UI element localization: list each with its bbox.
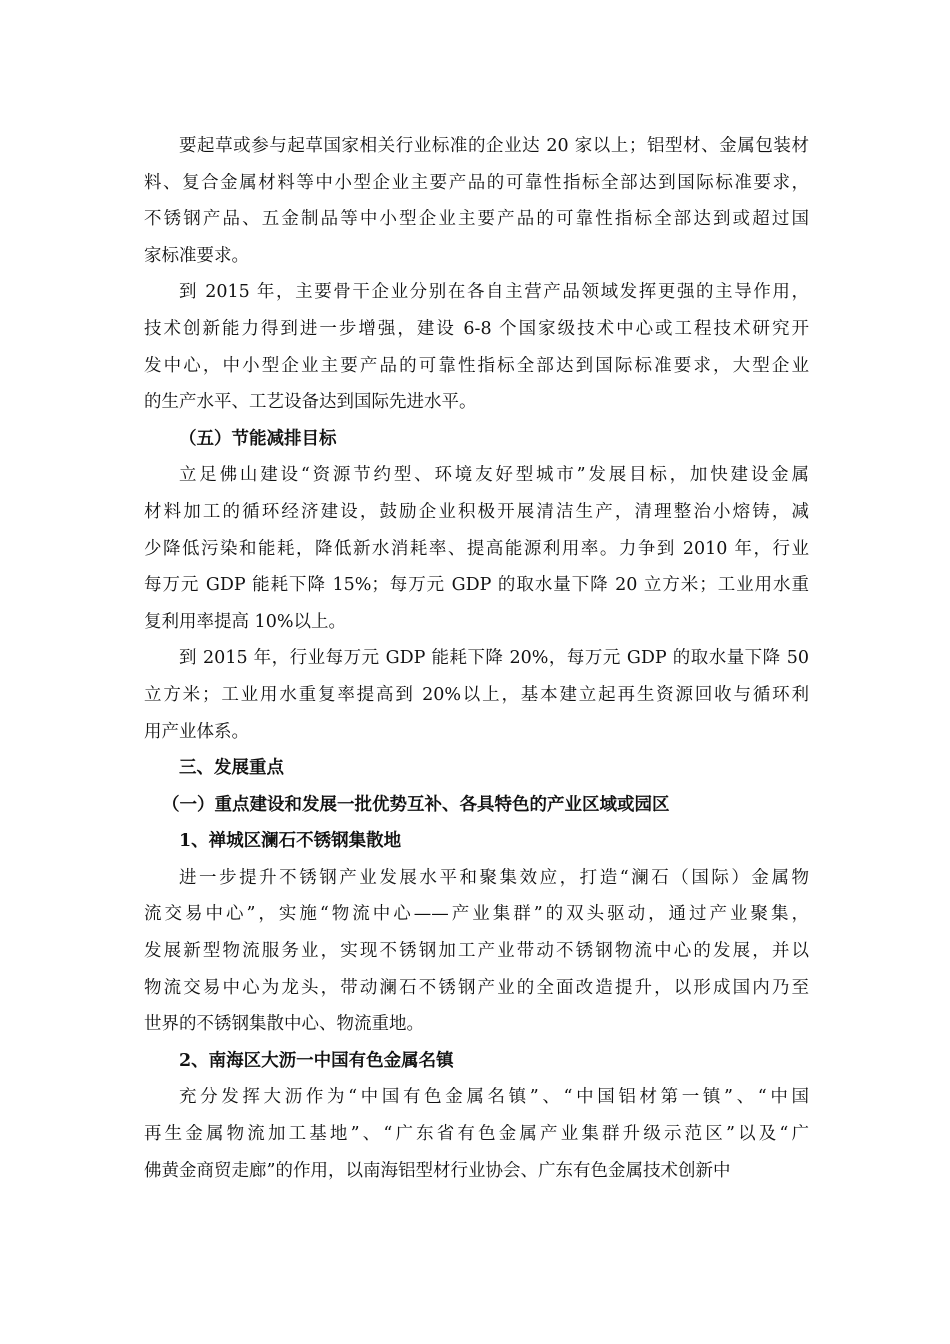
paragraph-line: 到 2015 年，主要骨干企业分别在各自主营产品领域发挥更强的主导作用，	[179, 282, 809, 303]
section-heading: 三、发展重点	[179, 758, 284, 779]
body-paragraph	[144, 128, 809, 274]
paragraph-line: 立方米；工业用水重复率提高到 20%以上，基本建立起再生资源回收与循环利	[144, 684, 809, 705]
paragraph-line: 立足佛山建设“资源节约型、环境友好型城市”发展目标，加快建设金属	[179, 465, 809, 486]
body-paragraph	[144, 457, 809, 640]
paragraph-line: 再生金属物流加工基地”、“广东省有色金属产业集群升级示范区”以及“广	[144, 1124, 809, 1145]
paragraph-line: 材料加工的循环经济建设，鼓励企业积极开展清洁生产，清理整治小熔铸，减	[144, 501, 809, 522]
body-paragraph	[144, 860, 809, 1043]
paragraph-line: 佛黄金商贸走廊”的作用，以南海铝型材行业协会、广东有色金属技术创新中	[144, 1160, 731, 1181]
paragraph-line: 每万元 GDP 能耗下降 15%；每万元 GDP 的取水量下降 20 立方米；工业用水重	[144, 575, 809, 596]
paragraph-line: 进一步提升不锈钢产业发展水平和聚集效应，打造“澜石（国际）金属物	[179, 867, 809, 888]
section-heading: 1、禅城区澜石不锈钢集散地	[179, 831, 402, 852]
paragraph-line: 流交易中心”，实施“物流中心——产业集群”的双头驱动，通过产业聚集，	[144, 904, 809, 925]
paragraph-line: 物流交易中心为龙头，带动澜石不锈钢产业的全面改造提升，以形成国内乃至	[144, 977, 809, 998]
paragraph-line: 充分发挥大沥作为“中国有色金属名镇”、“中国铝材第一镇”、“中国	[179, 1087, 809, 1108]
body-paragraph	[144, 640, 809, 750]
paragraph-line: 发中心，中小型企业主要产品的可靠性指标全部达到国际标准要求，大型企业	[144, 355, 809, 376]
paragraph-line: 少降低污染和能耗，降低新水消耗率、提高能源利用率。力争到 2010 年，行业	[144, 538, 809, 559]
paragraph-line: 用产业体系。	[144, 721, 249, 742]
paragraph-line: 的生产水平、工艺设备达到国际先进水平。	[144, 392, 477, 413]
body-paragraph	[144, 274, 809, 420]
paragraph-line: 技术创新能力得到进一步增强，建设 6-8 个国家级技术中心或工程技术研究开	[144, 318, 809, 339]
paragraph-line: 发展新型物流服务业，实现不锈钢加工产业带动不锈钢物流中心的发展，并以	[144, 941, 809, 962]
document-body	[144, 128, 809, 1189]
paragraph-line: 到 2015 年，行业每万元 GDP 能耗下降 20%，每万元 GDP 的取水量下降 50	[179, 648, 809, 669]
paragraph-line: 复利用率提高 10%以上。	[144, 611, 346, 632]
body-paragraph	[144, 1079, 809, 1189]
section-heading: （一）重点建设和发展一批优势互补、各具特色的产业区域或园区	[162, 794, 670, 815]
section-heading: 2、南海区大沥一中国有色金属名镇	[179, 1050, 454, 1071]
paragraph-line: 要起草或参与起草国家相关行业标准的企业达 20 家以上；铝型材、金属包装材	[179, 136, 809, 156]
section-heading: （五）节能减排目标	[179, 428, 337, 449]
paragraph-line: 家标准要求。	[144, 245, 249, 266]
paragraph-line: 世界的不锈钢集散中心、物流重地。	[144, 1014, 424, 1035]
paragraph-line: 料、复合金属材料等中小型企业主要产品的可靠性指标全部达到国际标准要求，	[144, 172, 809, 193]
paragraph-line: 不锈钢产品、五金制品等中小型企业主要产品的可靠性指标全部达到或超过国	[144, 209, 809, 230]
